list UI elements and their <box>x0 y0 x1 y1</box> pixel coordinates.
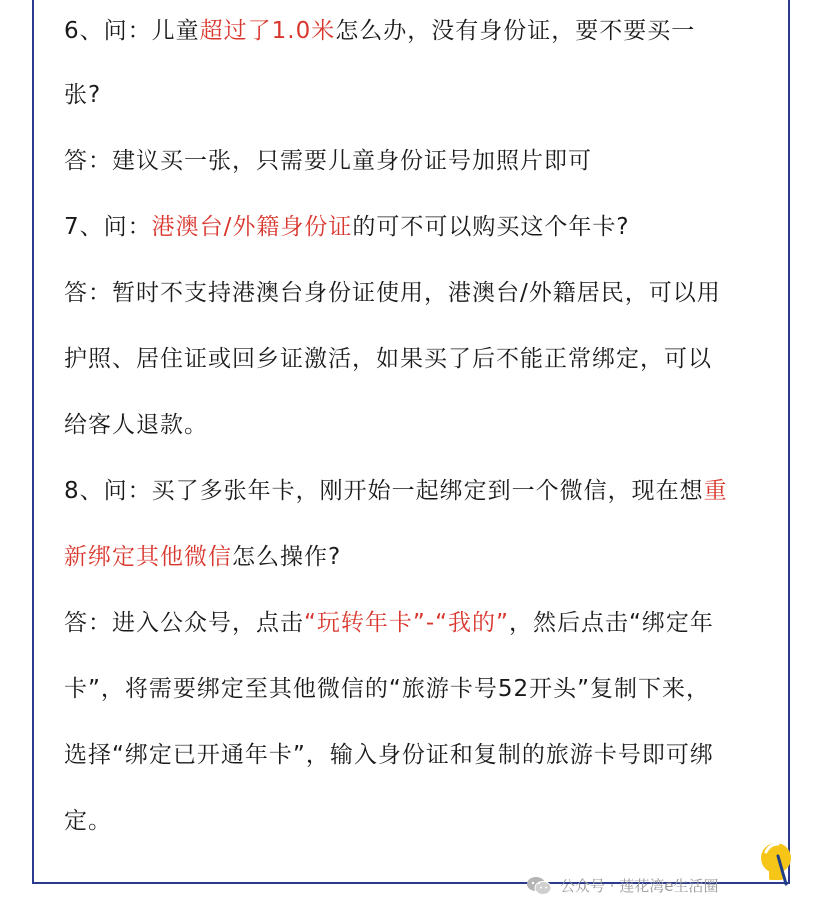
highlight-text: 超过了1.0米 <box>199 18 336 44</box>
lightbulb-icon <box>756 840 796 886</box>
line-text: 卡”，将需要绑定至其他微信的“旅游卡号52开头”复制下来， <box>64 676 711 702</box>
faq-line <box>64 392 764 458</box>
line-text: 答：建议买一张，只需要儿童身份证号加照片即可 <box>64 148 592 174</box>
faq-line <box>64 722 764 788</box>
faq-line <box>64 458 764 524</box>
line-text: 选择“绑定已开通年卡”，输入身份证和复制的旅游卡号即可绑 <box>64 742 714 768</box>
line-text: 答：暂时不支持港澳台身份证使用，港澳台/外籍居民，可以用 <box>64 280 721 306</box>
line-text: 定。 <box>64 808 112 834</box>
faq-line <box>64 260 764 326</box>
line-text: 7、问： <box>64 214 152 240</box>
highlight-text: 重 <box>703 478 728 504</box>
faq-line <box>64 524 764 590</box>
faq-line <box>64 788 764 854</box>
faq-line <box>64 590 764 656</box>
wechat-icon <box>526 876 552 896</box>
line-text: 答：进入公众号，点击 <box>64 610 304 636</box>
faq-line <box>64 128 764 194</box>
line-text: 6、问：儿童 <box>64 18 200 44</box>
faq-line <box>64 194 764 260</box>
line-text: 张? <box>64 82 102 108</box>
faq-line <box>64 62 764 128</box>
wechat-account-footer <box>526 870 719 902</box>
line-text: 护照、居住证或回乡证激活，如果买了后不能正常绑定，可以 <box>64 346 712 372</box>
line-text: 的可不可以购买这个年卡? <box>352 214 630 240</box>
faq-content <box>64 0 764 854</box>
highlight-text: 港澳台/外籍身份证 <box>151 214 353 240</box>
faq-line <box>64 326 764 392</box>
faq-line <box>64 656 764 722</box>
line-text: 给客人退款。 <box>64 412 208 438</box>
line-text: 怎么操作? <box>232 544 342 570</box>
highlight-text: “玩转年卡”-“我的” <box>304 610 509 636</box>
highlight-text: 新绑定其他微信 <box>64 544 232 570</box>
faq-line <box>64 0 764 62</box>
line-text: ，然后点击“绑定年 <box>508 610 714 636</box>
line-text: 8、问：买了多张年卡，刚开始一起绑定到一个微信，现在想 <box>64 478 704 504</box>
account-name: 公众号 · 莲花湾e生活圈 <box>560 877 719 895</box>
line-text: 怎么办，没有身份证，要不要买一 <box>335 18 696 44</box>
